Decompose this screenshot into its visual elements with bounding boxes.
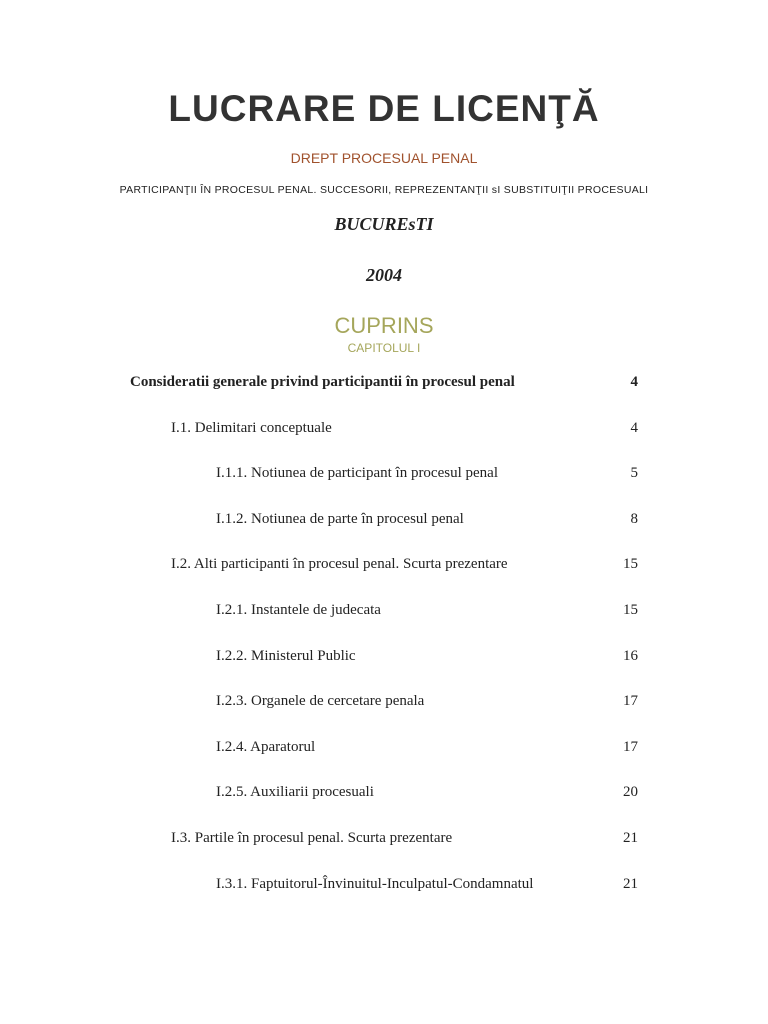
document-title: LUCRARE DE LICENŢĂ	[168, 88, 600, 129]
toc-entry-label: I.1.1. Notiunea de participant în procesul penal	[216, 465, 498, 482]
toc-entry	[0, 872, 768, 918]
toc-entry	[0, 370, 768, 416]
toc-entry	[0, 644, 768, 690]
toc-entry-label: I.3.1. Faptuitorul-Învinuitul-Inculpatul-Condamnatul	[216, 875, 534, 892]
toc-entry-label: Consideratii generale privind participantii în procesul penal	[130, 374, 515, 390]
toc-entry	[0, 780, 768, 826]
toc-entry-page-number: 17	[623, 693, 638, 710]
toc-entry-page-number: 4	[630, 419, 638, 436]
document-city: BUCUREsTI	[334, 214, 434, 234]
toc-entry	[0, 598, 768, 644]
toc-entry-page-number: 21	[623, 829, 638, 846]
document-topic: PARTICIPANŢII ÎN PROCESUL PENAL. SUCCESORII, REPREZENTANŢII sI SUBSTITUIŢII PROCESUALI	[119, 184, 649, 196]
toc-entry	[0, 826, 768, 872]
toc-heading: CUPRINS	[334, 313, 434, 338]
toc-entry-page-number: 20	[623, 784, 638, 801]
chapter-label: CAPITOLUL I	[347, 341, 421, 355]
toc-entry	[0, 461, 768, 507]
toc-entry-page-number: 8	[630, 510, 638, 527]
toc-entry-page-number: 15	[623, 556, 638, 573]
document-subject: DREPT PROCESUAL PENAL	[290, 150, 478, 166]
toc-entry	[0, 552, 768, 598]
toc-entry	[0, 507, 768, 553]
toc-entry-label: I.2.5. Auxiliarii procesuali	[216, 784, 374, 801]
toc-entry-label: I.1.2. Notiunea de parte în procesul penal	[216, 510, 464, 527]
toc-entry-page-number: 4	[630, 374, 638, 390]
toc-entry-label: I.2.1. Instantele de judecata	[216, 601, 381, 618]
toc-entry-page-number: 17	[623, 738, 638, 755]
toc-entry-label: I.3. Partile în procesul penal. Scurta prezentare	[171, 829, 453, 846]
toc-entry	[0, 735, 768, 781]
table-of-contents	[0, 370, 768, 917]
toc-entry-label: I.2. Alti participanti în procesul penal. Scurta prezentare	[171, 556, 508, 573]
toc-entry-label: I.1. Delimitari conceptuale	[171, 419, 332, 436]
toc-entry-page-number: 15	[623, 601, 638, 618]
toc-entry-label: I.2.3. Organele de cercetare penala	[216, 693, 425, 710]
toc-entry-label: I.2.4. Aparatorul	[216, 738, 316, 755]
document-year: 2004	[366, 265, 402, 285]
toc-entry-label: I.2.2. Ministerul Public	[216, 647, 356, 664]
toc-entry	[0, 689, 768, 735]
toc-entry-page-number: 16	[623, 647, 638, 664]
toc-entry-page-number: 5	[630, 465, 638, 482]
toc-entry	[0, 416, 768, 462]
toc-entry-page-number: 21	[623, 875, 638, 892]
